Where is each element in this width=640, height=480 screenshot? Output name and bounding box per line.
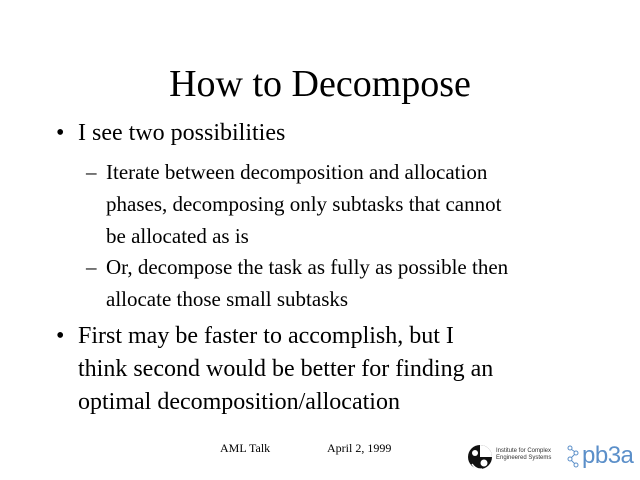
bullet-2-text (78, 320, 493, 419)
subbullet-marker: – (86, 255, 97, 279)
slide-title: How to Decompose (169, 63, 471, 105)
bullet-1-line-1: I see two possibilities (78, 120, 286, 146)
institute-name-line-1: Institute for Complex (496, 448, 552, 454)
subbullet-1-line-3: be allocated as is (106, 224, 249, 248)
bullet-marker: • (56, 120, 65, 146)
subbullet-1-line-1: Iterate between decomposition and allocation (106, 160, 488, 184)
institute-name (496, 448, 551, 462)
subbullet-marker: – (86, 160, 97, 184)
bullet-1-text (78, 117, 285, 150)
pb3a-logo-mark: pb3a (582, 442, 634, 469)
subbullet-1-line-2: phases, decomposing only subtasks that cannot (106, 192, 502, 216)
footer-talk-label: AML Talk (220, 441, 271, 455)
institute-name-line-2: Engineered Systems (496, 455, 552, 461)
bullet-2-line-2: think second would be better for finding an (78, 356, 494, 382)
subbullet-2-text (106, 251, 508, 315)
subbullet-2-line-1: Or, decompose the task as fully as possible then (106, 255, 509, 279)
bullet-2-line-3: optimal decomposition/allocation (78, 389, 400, 415)
subbullet-2-line-2: allocate those small subtasks (106, 287, 349, 311)
subbullet-1-text (106, 156, 501, 252)
molecule-icon (566, 442, 580, 472)
footer-date: April 2, 1999 (327, 441, 392, 455)
bullet-2-line-1: First may be faster to accomplish, but I (78, 323, 454, 349)
bullet-marker: • (56, 323, 65, 349)
institute-emblem-icon (466, 440, 496, 474)
institute-logo (466, 440, 636, 474)
